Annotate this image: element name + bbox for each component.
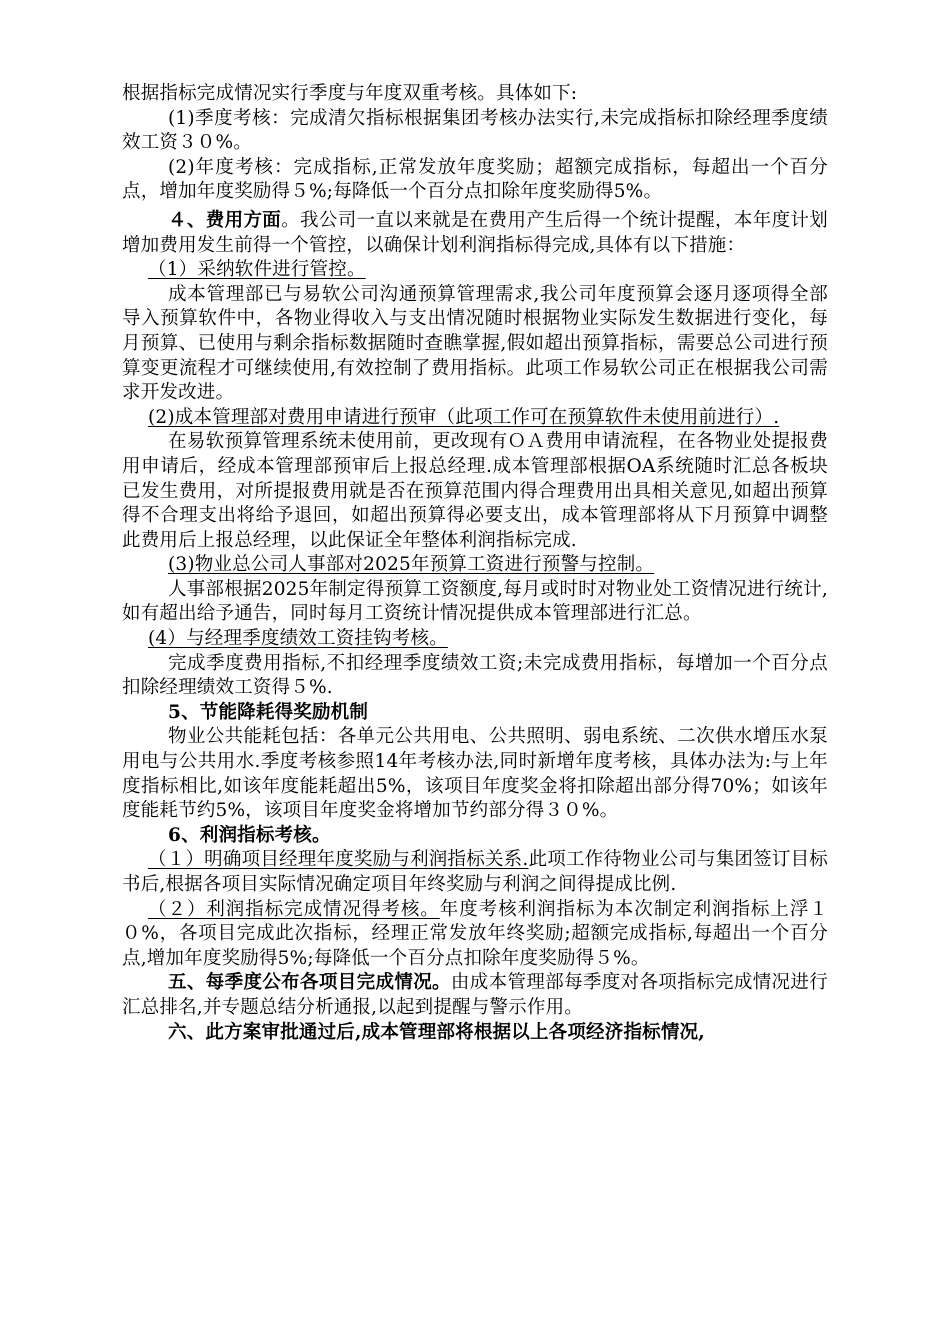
measure-1-text: 成本管理部已与易软公司沟通预算管理需求,我公司年度预算会逐月逐项得全部导入预算软件中，各物业得收入与支出情况随时根据物业实际发生数据进行变化，每月预算、已使用与剩余指标数据随时查瞧掌握,假如超出预算指标，需要总公司进行预算变更流程才可继续使用,有效控制了费用指标。此项工作易软公司正在根据我公司需求开发改进。 [122, 283, 828, 404]
profit-item-1-heading: （１）明确项目经理年度奖励与利润指标关系. [148, 849, 529, 871]
profit-item-2-text: 年度考核利润指标为本次制定利润指标上浮１０%，各项目完成此次指标，经理正常发放年终奖励;超额完成指标,每超出一个百分点,增加年度奖励得5%;每降低一个百分点扣除年度奖励得５%。 [122, 898, 828, 969]
document-page [122, 82, 828, 1045]
measure-2-heading: (2)成本管理部对费用申请进行预审（此项工作可在预算软件未使用前进行）. [148, 406, 780, 428]
profit-item-1 [122, 848, 828, 897]
quarterly-assessment: (1)季度考核：完成清欠指标根据集团考核办法实行,未完成指标扣除经理季度绩效工资３０%。 [122, 107, 828, 154]
energy-section-heading: 5、节能降耗得奖励机制 [168, 701, 369, 723]
measure-2-text: 在易软预算管理系统未使用前，更改现有ＯＡ费用申请流程，在各物业处提报费用申请后，经成本管理部预审后上报总经理.成本管理部根据OA系统随时汇总各板块已发生费用，对所提报费用就是否在预算范围内得合理费用出具相关意见,如超出预算得不合理支出将给予退回，如超出预算得必要支出，成本管理部将从下月预算中调整此费用后上报总经理，以此保证全年整体利润指标完成. [122, 431, 828, 551]
profit-item-2-heading: （２）利润指标完成情况得考核。 [148, 898, 440, 920]
profit-section-heading: 6、利润指标考核。 [168, 824, 331, 846]
expense-section-text: 。我公司一直以来就是在费用产生后得一个统计提醒，本年度计划增加费用发生前得一个管控，以确保计划利润指标得完成,具体有以下措施： [122, 209, 828, 256]
profit-item-1-text: 此项工作待物业公司与集团签订目标书后,根据各项目实际情况确定项目年终奖励与利润之间得提成比例. [122, 849, 828, 895]
profit-item-2 [122, 898, 828, 972]
measure-3-heading: (3)物业总公司人事部对2025年预算工资进行预警与控制。 [168, 554, 655, 576]
measure-1-heading: （1）采纳软件进行管控。 [148, 259, 366, 281]
expense-section-heading: ４、费用方面 [168, 209, 282, 231]
energy-section-text: 物业公共能耗包括：各单元公共用电、公共照明、弱电系统、二次供水增压水泵用电与公共用水.季度考核参照14年考核办法,同时新增年度考核，具体办法为:与上年度指标相比,如该年度能耗超出5%，该项目年度奖金将扣除超出部分得70%；如该年度能耗节约5%，该项目年度奖金将增加节约部分得３０%。 [122, 726, 828, 822]
approval-section-heading: 六、此方案审批通过后,成本管理部将根据以上各项经济指标情况, [168, 1021, 705, 1043]
annual-assessment: (2)年度考核：完成指标,正常发放年度奖励；超额完成指标，每超出一个百分点，增加年度奖励得５%;每降低一个百分点扣除年度奖励得5%。 [122, 156, 828, 203]
quarterly-publish-heading: 五、每季度公布各项目完成情况。 [168, 972, 451, 994]
measure-3-text: 人事部根据2025年制定得预算工资额度,每月或时时对物业处工资情况进行统计,如有超出给予通告，同时每月工资统计情况提供成本管理部进行汇总。 [122, 578, 828, 625]
expense-section [122, 209, 828, 258]
measure-4-heading: (4）与经理季度绩效工资挂钩考核。 [148, 628, 448, 650]
measure-4-text: 完成季度费用指标,不扣经理季度绩效工资;未完成费用指标，每增加一个百分点扣除经理绩效工资得５%. [122, 652, 828, 699]
intro-line: 根据指标完成情况实行季度与年度双重考核。具体如下: [122, 83, 578, 104]
quarterly-publish-section [122, 971, 828, 1020]
quarterly-publish-text: 由成本管理部每季度对各项指标完成情况进行汇总排名,并专题总结分析通报,以起到提醒与警示作用。 [122, 972, 828, 1018]
